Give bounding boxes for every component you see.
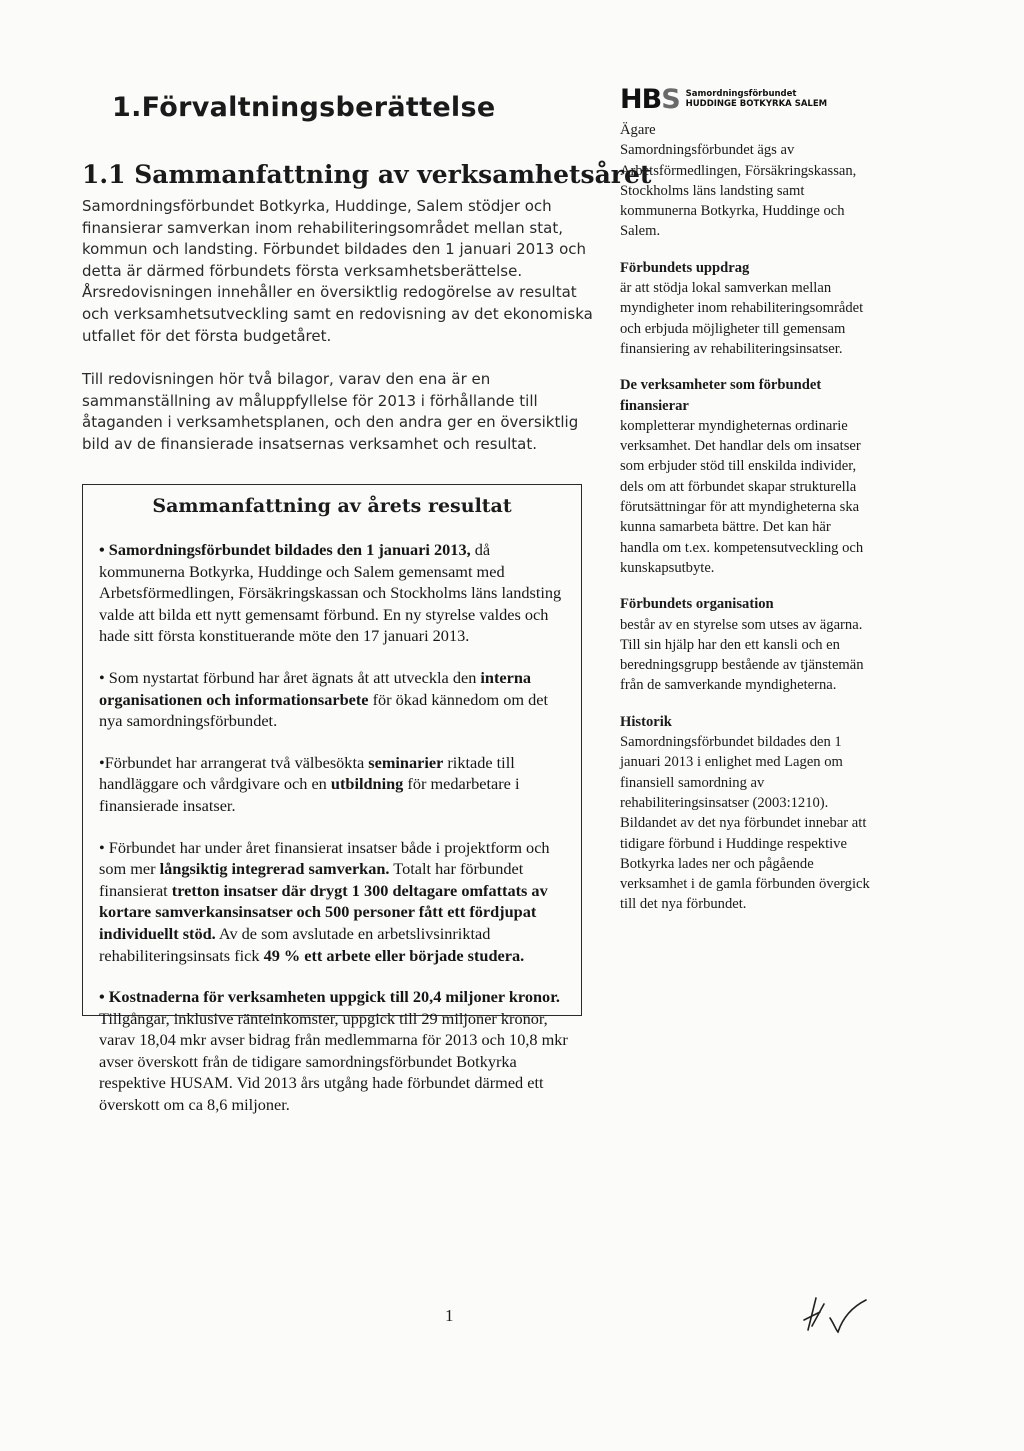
- summary-item-initiatives-bold-2: tretton insatser där drygt 1 300 deltagare omfattats av kortare samverkansinsatser och 500 personer fått ett fördjupat individuellt stöd.: [99, 880, 548, 943]
- sidebar-history: [620, 712, 870, 915]
- summary-item-seminars: [93, 752, 571, 817]
- sidebar-owners-text: Samordningsförbundet ägs av Arbetsförmedlingen, Försäkringskassan, Stockholms läns landsting samt kommunerna Botkyrka, Huddinge och Salem.: [620, 142, 857, 240]
- summary-item-initiatives-text-c: Av de som avslutade en arbetslivsinriktad rehabiliteringsinsats fick: [99, 923, 491, 965]
- sidebar-activities-text: kompletterar myndigheternas ordinarie verksamhet. Det handlar dels om insatser som erbjuder stöd till enskilda individer, dels om att förbundet skapar strukturella förutsättningar för att myndigheterna ska kunna samarbeta bättre. Det kan här handla om t.ex. kompetensutveckling och kunskapsutbyte.: [620, 417, 864, 576]
- intro-paragraph-2: Till redovisningen hör två bilagor, varav den ena är en sammanställning av måluppfyllelse för 2013 i förhållande till åtaganden i verksamhetsplanen, och den andra ger en översiktlig bild av de finansierade insatsernas verksamhet och resultat.: [82, 370, 579, 453]
- sidebar: [620, 82, 870, 931]
- logo-mark-hb: HB: [620, 83, 662, 115]
- logo-line-2: HUDDINGE BOTKYRKA SALEM: [685, 99, 828, 109]
- sidebar-history-heading: Historik: [620, 713, 672, 730]
- summary-item-seminars-bold-1: seminarier: [368, 752, 444, 772]
- sidebar-organisation-heading: Förbundets organisation: [620, 596, 774, 613]
- sidebar-owners: [620, 120, 870, 242]
- sidebar-mission-heading: Förbundets uppdrag: [620, 259, 750, 276]
- summary-item-initiatives-text-b: Totalt har förbundet finansierat: [99, 859, 524, 900]
- summary-item-seminars-bold-2: utbildning: [330, 774, 404, 794]
- summary-item-seminars-text-b: riktade till handläggare och vårdgivare och en: [99, 752, 515, 794]
- intro-text: [82, 196, 602, 456]
- summary-box: [82, 484, 582, 1115]
- page-number: 1: [445, 1306, 454, 1325]
- logo-mark: [620, 83, 680, 115]
- summary-item-seminars-text-c: för medarbetare i finansierade insatser.: [99, 774, 520, 815]
- summary-item-initiatives-text-a: • Förbundet har under året finansierat insatser både i projektform och som mer: [99, 837, 550, 879]
- sidebar-owners-heading: Ägare: [620, 122, 656, 138]
- sidebar-history-text: Samordningsförbundet bildades den 1 januari 2013 i enlighet med Lagen om finansiell samordning av rehabiliteringsinsatser (2003:1210). Bildandet av det nya förbundet innebar att tidigare förbund i Huddinge respektive Botkyrka lades ner och pågående verksamhet i de gamla förbunden övergick till det nya förbundet.: [620, 734, 870, 913]
- logo-mark-s: S: [661, 83, 680, 115]
- logo-text: [686, 89, 827, 109]
- sidebar-mission-text: är att stödja lokal samverkan mellan myndigheter inom rehabiliteringsområdet och erbjuda möjligheter till gemensam finansiering av rehabiliteringsinsatser.: [620, 280, 864, 357]
- sidebar-activities-heading: De verksamheter som förbundet finansierar: [620, 377, 822, 414]
- summary-item-organisation: [93, 667, 571, 732]
- summary-item-organisation-text-b: för ökad kännedom om det nya samordningsförbundet.: [99, 689, 549, 731]
- summary-item-costs: [93, 986, 571, 1116]
- summary-item-seminars-text-a: •Förbundet har arrangerat två välbesökta: [99, 752, 369, 772]
- document-title: 1.Förvaltningsberättelse: [112, 92, 496, 123]
- sidebar-organisation: [620, 594, 870, 695]
- logo-line-1: Samordningsförbundet: [685, 89, 797, 99]
- sidebar-activities: [620, 375, 870, 578]
- section-title: 1.1 Sammanfattning av verksamhetsåret: [82, 160, 652, 189]
- sidebar-mission: [620, 258, 870, 359]
- summary-title: Sammanfattning av årets resultat: [152, 495, 512, 517]
- sidebar-organisation-text: består av en styrelse som utses av ägarna. Till sin hjälp har den ett kansli och en beredningsgrupp bestående av tjänstemän från de samverkande myndigheterna.: [620, 616, 864, 694]
- handwritten-initials-signature: [790, 1290, 880, 1340]
- summary-item-organisation-text-a: • Som nystartat förbund har året ägnats åt att utveckla den: [99, 667, 481, 687]
- summary-item-organisation-bold: interna organisationen och informationsarbete: [99, 667, 532, 709]
- summary-item-costs-text: Tillgångar, inklusive ränteinkomster, uppgick till 29 miljoner kronor, varav 18,04 mkr avser bidrag från medlemmarna för 2013 och 10,8 mkr avser överskott från de tidigare samordningsförbundet Botkyrka respektive HUSAM. Vid 2013 års utgång hade förbundet därmed ett överskott om ca 8,6 miljoner.: [99, 1008, 568, 1115]
- logo: [620, 82, 870, 116]
- summary-item-initiatives-bold-1: långsiktig integrerad samverkan.: [159, 859, 390, 879]
- summary-item-formation-bold: • Samordningsförbundet bildades den 1 januari 2013,: [99, 540, 471, 559]
- summary-item-costs-bold: • Kostnaderna för verksamheten uppgick till 20,4 miljoner kronor.: [99, 987, 560, 1007]
- summary-item-formation: [93, 539, 571, 647]
- summary-item-initiatives-bold-3: 49 % ett arbete eller började studera.: [263, 945, 525, 965]
- summary-item-formation-text: då kommunerna Botkyrka, Huddinge och Salem gemensamt med Arbetsförmedlingen, Försäkringskassan och Stockholms läns landsting valde att bilda ett nytt gemensamt förbund. En ny styrelse valdes och hade sitt första konstituerande möte den 17 januari 2013.: [99, 540, 562, 646]
- intro-paragraph-1: Samordningsförbundet Botkyrka, Huddinge, Salem stödjer och finansierar samverkan inom rehabiliteringsområdet mellan stat, kommun och landsting. Förbundet bildades den 1 januari 2013 och detta är därmed förbundets första verksamhetsberättelse. Årsredovisningen innehåller en översiktlig redogörelse av resultat och verksamhetsutveckling samt en redovisning av det ekonomiska utfallet för det första budgetåret.: [82, 197, 593, 345]
- summary-item-initiatives: [93, 837, 571, 967]
